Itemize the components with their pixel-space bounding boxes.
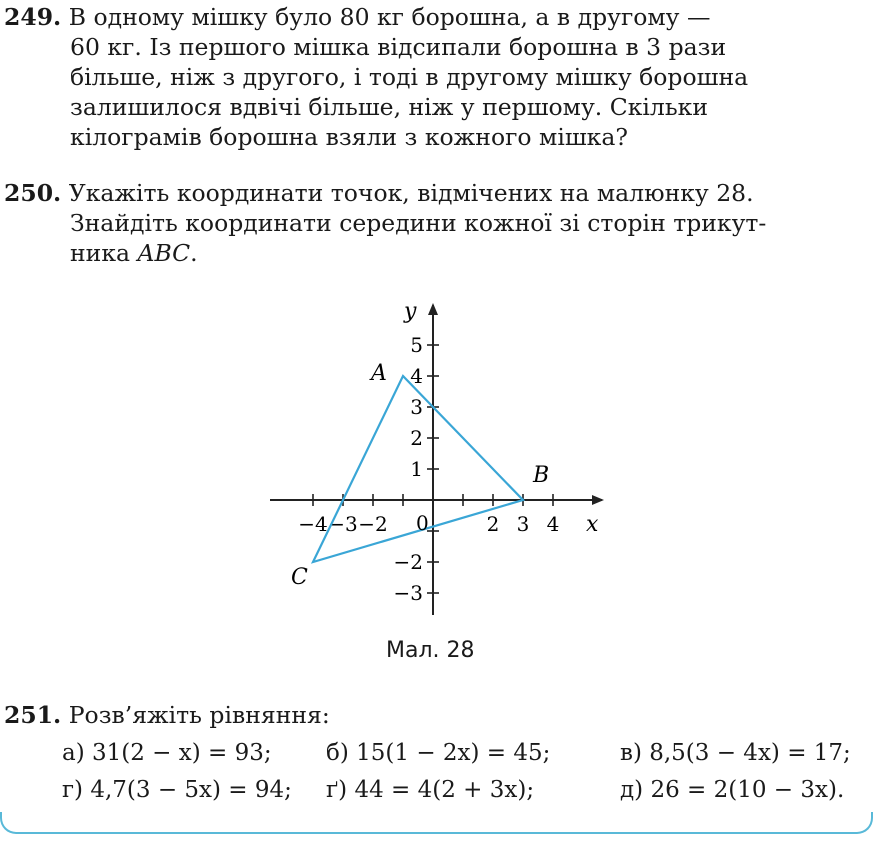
y-tick-label: 1	[410, 457, 423, 481]
text-fragment: .	[190, 239, 198, 267]
text-fragment: ника	[70, 239, 138, 267]
equation-a: а) 31(2 − x) = 93;	[62, 740, 272, 766]
x-tick-label: 3	[516, 512, 530, 536]
equation-v: в) 8,5(3 − 4x) = 17;	[620, 740, 851, 766]
origin-label: 0	[416, 511, 429, 535]
problem-text-line: В одному мішку було 80 кг борошна, а в другому —	[68, 3, 711, 31]
x-tick-label: 2	[486, 512, 500, 536]
figure-caption: Мал. 28	[386, 638, 475, 663]
y-tick-label: 2	[410, 426, 423, 450]
x-tick-label: −3	[328, 512, 358, 536]
y-tick-label: 3	[410, 395, 423, 419]
y-axis-label: y	[404, 299, 417, 324]
x-tick-label: 4	[546, 512, 560, 536]
problem-251	[4, 700, 866, 730]
point-label-a: A	[371, 361, 387, 386]
point-label-b: B	[533, 463, 550, 488]
y-tick-label: −3	[393, 581, 423, 605]
problem-text-line: більше, ніж з другого, і тоді в другому мішку борошна	[70, 63, 749, 91]
problem-number: 251.	[4, 701, 62, 729]
y-tick-label: 4	[410, 364, 423, 388]
y-tick-label: 5	[410, 333, 423, 357]
triangle-name: ABC	[137, 239, 191, 267]
x-tick-label: −2	[358, 512, 388, 536]
problem-number: 249.	[4, 3, 62, 31]
x-axis-label: x	[586, 512, 599, 537]
problem-text-line: залишилося вдвічі більше, ніж у першому. Скільки	[70, 93, 708, 121]
x-tick-label: −4	[298, 512, 328, 536]
problem-text-line: 60 кг. Із першого мішка відсипали борошна в 3 рази	[70, 33, 727, 61]
equation-d: д) 26 = 2(10 − 3x).	[620, 777, 845, 803]
page-border	[0, 812, 873, 834]
point-label-c: C	[291, 565, 308, 590]
problem-text-line: Укажіть координати точок, відмічених на малюнку 28.	[68, 179, 754, 207]
problem-text-line: Знайдіть координати середини кожної зі сторін трикут-	[70, 209, 767, 237]
problem-text-line: кілограмів борошна взяли з кожного мішка?	[70, 123, 628, 151]
equation-b: б) 15(1 − 2x) = 45;	[326, 740, 551, 766]
problem-number: 250.	[4, 179, 62, 207]
y-tick-label: −2	[393, 550, 423, 574]
equation-g-ukr: ґ) 44 = 4(2 + 3x);	[326, 777, 535, 803]
equation-g: г) 4,7(3 − 5x) = 94;	[62, 777, 292, 803]
problem-intro: Розв’яжіть рівняння:	[68, 701, 330, 729]
